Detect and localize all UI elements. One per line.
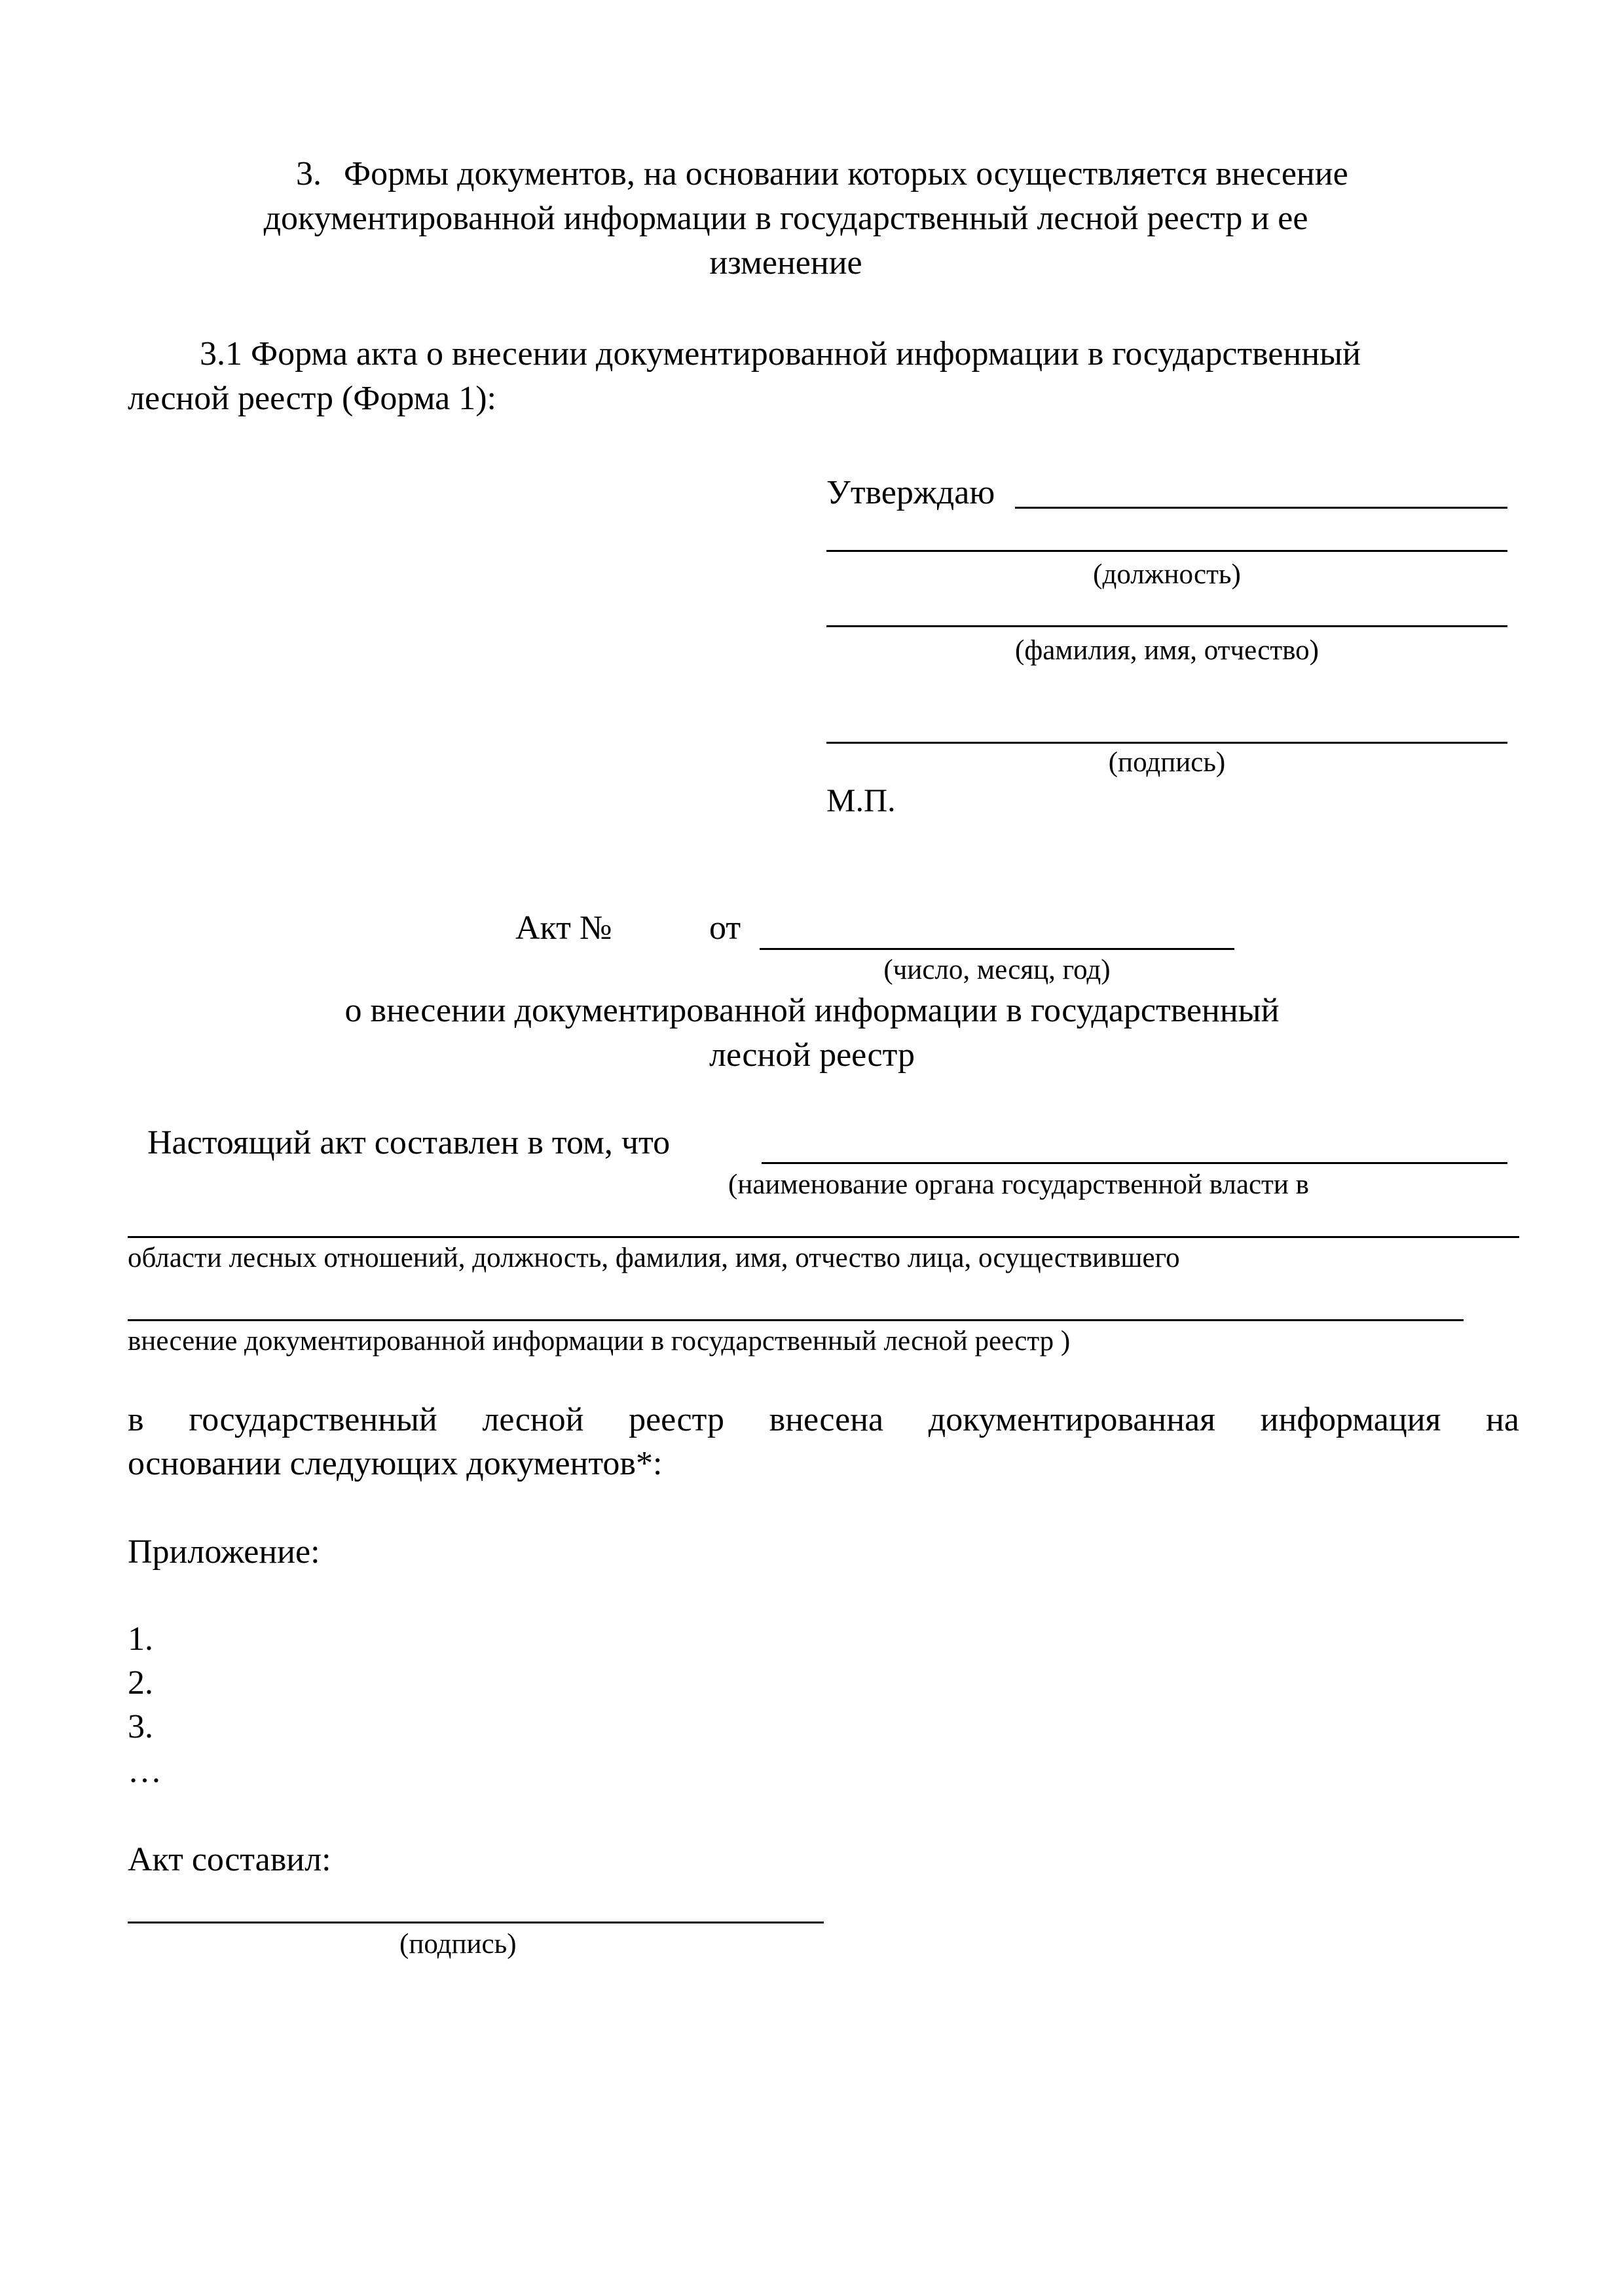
signature-caption: (подпись) [1108, 747, 1226, 778]
appendix-item-3: 3. [128, 1708, 153, 1745]
subsection-line1: 3.1 Форма акта о внесении документированной информации в государственный [200, 335, 1361, 373]
date-line [760, 948, 1234, 950]
subsection-line2: лесной реестр (Форма 1): [128, 380, 496, 417]
appendix-item-2: 2. [128, 1664, 153, 1702]
stamp-label: М.П. [826, 782, 896, 818]
appendix-item-1: 1. [128, 1620, 153, 1658]
date-caption: (число, месяц, год) [883, 955, 1111, 985]
compiler-signature-line [128, 1922, 824, 1923]
act-subject-line2: лесной реестр [709, 1036, 915, 1074]
section-number: 3. [296, 155, 322, 192]
compiler-signature-caption: (подпись) [399, 1929, 517, 1959]
compiled-label: Акт составил: [128, 1841, 331, 1878]
act-subject-line1: о внесении документированной информации в государственный [344, 992, 1280, 1029]
section-title-line1: Формы документов, на основании которых осуществляется внесение [344, 155, 1348, 192]
section-title-line2: документированной информации в государственный лесной реестр и ее [263, 200, 1308, 237]
approve-label: Утверждаю [826, 474, 995, 511]
act-from-label: от [709, 909, 741, 947]
name-caption: (фамилия, имя, отчество) [1015, 635, 1319, 666]
statement-prefix: Настоящий акт составлен в том, что [147, 1124, 671, 1161]
appendix-title: Приложение: [128, 1533, 320, 1571]
approver-line [1015, 507, 1507, 509]
section-title-line3: изменение [709, 244, 862, 282]
statement-line-3 [128, 1319, 1464, 1321]
result-line2: основании следующих документов*: [128, 1445, 663, 1482]
statement-caption-line1: (наименование органа государственной власти в [728, 1169, 1309, 1200]
statement-line-2 [128, 1236, 1519, 1238]
statement-caption-line2: области лесных отношений, должность, фамилия, имя, отчество лица, осуществившего [128, 1243, 1180, 1273]
position-caption: (должность) [1093, 559, 1241, 590]
signature-line [826, 742, 1507, 744]
statement-caption-line3: внесение документированной информации в государственный лесной реестр ) [128, 1326, 1071, 1357]
name-line [826, 625, 1507, 627]
statement-line [762, 1162, 1507, 1164]
appendix-item-ellipsis: … [128, 1753, 162, 1790]
result-line1: в государственный лесной реестр внесена документированная информация на [128, 1401, 1519, 1438]
position-line [826, 550, 1507, 552]
act-number-label: Акт № [515, 909, 612, 947]
